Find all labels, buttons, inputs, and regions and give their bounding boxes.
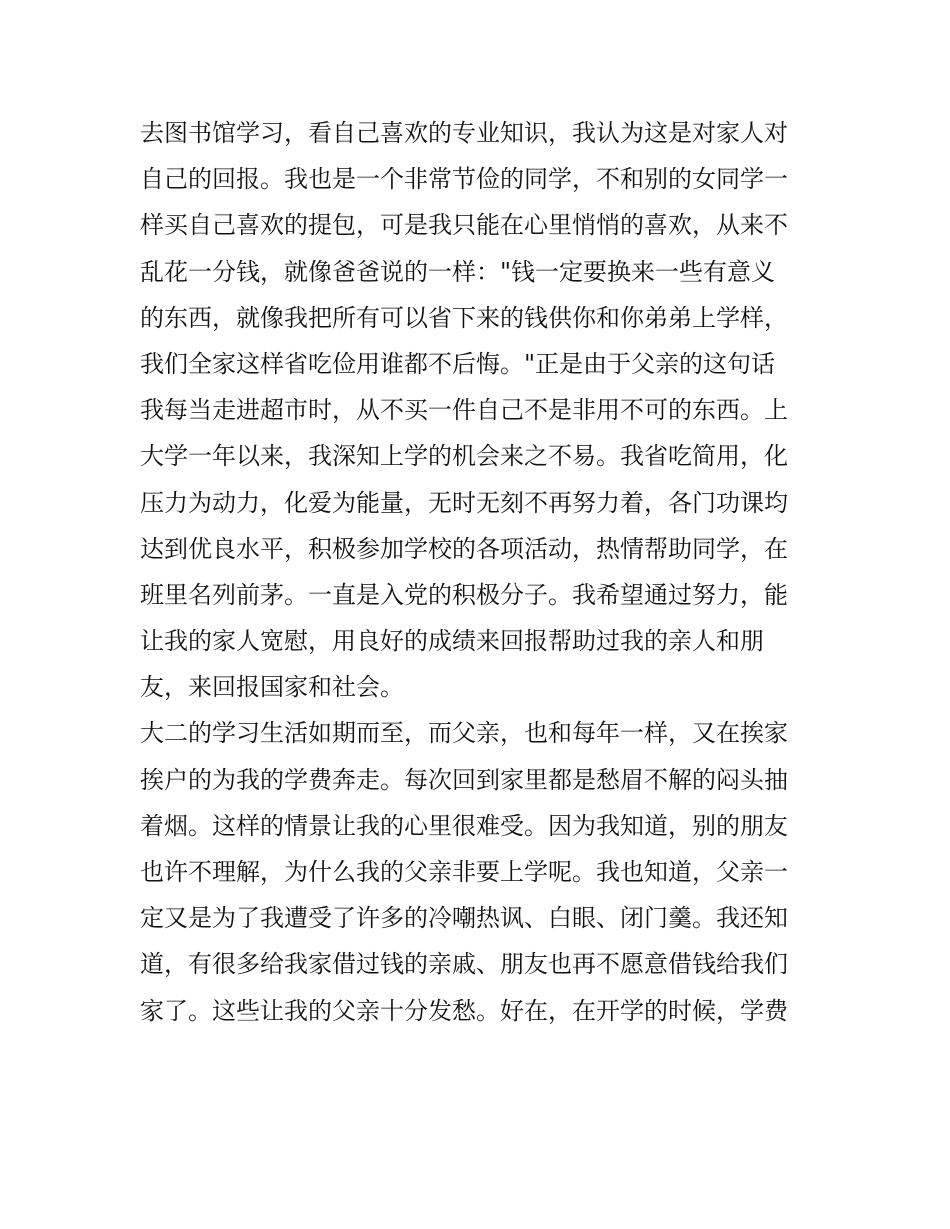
text-line: 道，有很多给我家借过钱的亲戚、朋友也再不愿意借钱给我们 xyxy=(140,950,788,979)
body-text xyxy=(140,110,812,1034)
text-line: 样买自己喜欢的提包，可是我只能在心里悄悄的喜欢，从来不 xyxy=(140,211,788,240)
text-line: 去图书馆学习，看自己喜欢的专业知识，我认为这是对家人对 xyxy=(140,119,788,147)
text-line: 达到优良水平，积极参加学校的各项活动，热情帮助同学，在 xyxy=(140,534,788,563)
text-line: 也许不理解，为什么我的父亲非要上学呢。我也知道，父亲一 xyxy=(140,858,788,886)
text-line: 家了。这些让我的父亲十分发愁。好在，在开学的时候，学费 xyxy=(140,996,788,1025)
text-line: 压力为动力，化爱为能量，无时无刻不再努力着，各门功课均 xyxy=(140,488,788,517)
text-line: 大二的学习生活如期而至，而父亲，也和每年一样，又在挨家 xyxy=(140,719,788,748)
text-line: 定又是为了我遭受了许多的冷嘲热讽、白眼、闭门羹。我还知 xyxy=(140,904,788,933)
text-line: 让我的家人宽慰，用良好的成绩来回报帮助过我的亲人和朋 xyxy=(140,627,764,656)
text-line: 大学一年以来，我深知上学的机会来之不易。我省吃简用，化 xyxy=(140,442,788,471)
text-line: 自己的回报。我也是一个非常节俭的同学，不和别的女同学一 xyxy=(140,165,788,194)
text-line: 乱花一分钱，就像爸爸说的一样："钱一定要换来一些有意义 xyxy=(140,257,776,286)
text-line: 我们全家这样省吃俭用谁都不后悔。"正是由于父亲的这句话 xyxy=(140,349,776,378)
text-line: 挨户的为我的学费奔走。每次回到家里都是愁眉不解的闷头抽 xyxy=(140,765,788,794)
text-line: 班里名列前茅。一直是入党的积极分子。我希望通过努力，能 xyxy=(140,580,788,609)
text-line: 着烟。这样的情景让我的心里很难受。因为我知道，别的朋友 xyxy=(140,811,788,840)
text-line: 的东西，就像我把所有可以省下来的钱供你和你弟弟上学样， xyxy=(140,303,788,332)
text-line: 友，来回报国家和社会。 xyxy=(140,673,404,702)
text-line: 我每当走进超市时，从不买一件自己不是非用不可的东西。上 xyxy=(140,396,788,425)
